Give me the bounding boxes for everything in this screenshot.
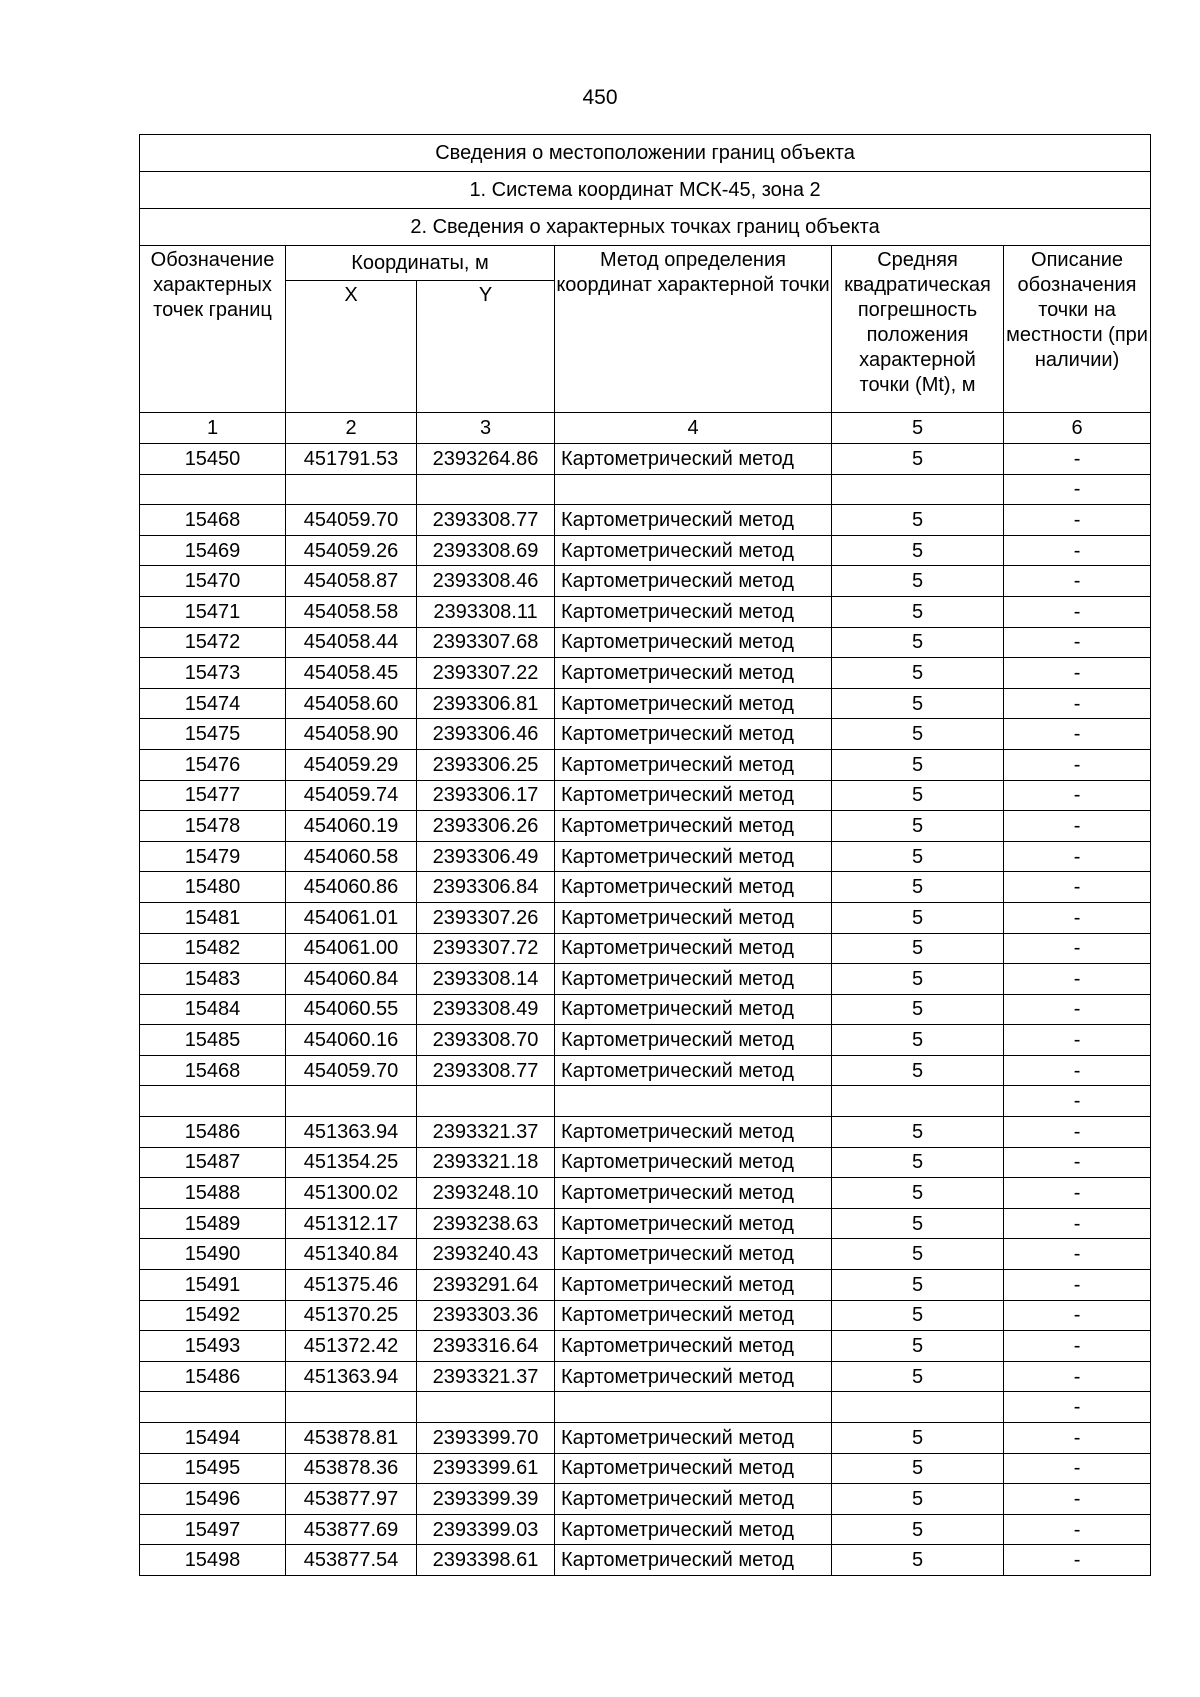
table-row [140, 505, 1151, 536]
description-cell: - [1004, 933, 1151, 964]
y-coordinate-cell: 2393316.64 [417, 1331, 555, 1362]
method-cell: Картометрический метод [555, 749, 832, 780]
y-coordinate-cell: 2393308.69 [417, 535, 555, 566]
point-id-cell: 15476 [140, 749, 286, 780]
y-coordinate-cell: 2393308.77 [417, 505, 555, 536]
description-cell: - [1004, 505, 1151, 536]
description-cell: - [1004, 1178, 1151, 1209]
points-section-row [140, 209, 1151, 246]
error-cell: 5 [832, 1453, 1004, 1484]
table-row [140, 902, 1151, 933]
point-id-cell: 15472 [140, 627, 286, 658]
point-id-cell: 15468 [140, 1055, 286, 1086]
method-cell: Картометрический метод [555, 811, 832, 842]
error-cell: 5 [832, 1208, 1004, 1239]
method-cell: Картометрический метод [555, 1300, 832, 1331]
y-coordinate-cell: 2393399.61 [417, 1453, 555, 1484]
y-coordinate-cell: 2393308.11 [417, 596, 555, 627]
x-coordinate-cell: 454059.74 [286, 780, 417, 811]
table-row [140, 596, 1151, 627]
x-coordinate-cell: 454058.44 [286, 627, 417, 658]
description-cell: - [1004, 811, 1151, 842]
y-coordinate-cell: 2393306.84 [417, 872, 555, 903]
description-cell: - [1004, 1239, 1151, 1270]
y-coordinate-cell: 2393306.81 [417, 688, 555, 719]
method-cell: Картометрический метод [555, 505, 832, 536]
table-row [140, 780, 1151, 811]
method-cell: Картометрический метод [555, 1025, 832, 1056]
y-coordinate-cell: 2393306.17 [417, 780, 555, 811]
x-coordinate-cell: 454058.87 [286, 566, 417, 597]
method-cell: Картометрический метод [555, 1484, 832, 1515]
x-coordinate-cell: 454059.29 [286, 749, 417, 780]
x-coordinate-cell: 451312.17 [286, 1208, 417, 1239]
error-cell: 5 [832, 1270, 1004, 1301]
point-id-cell: 15480 [140, 872, 286, 903]
method-cell: Картометрический метод [555, 1239, 832, 1270]
table-row [140, 1239, 1151, 1270]
y-coordinate-cell: 2393291.64 [417, 1270, 555, 1301]
description-cell: - [1004, 535, 1151, 566]
method-cell: Картометрический метод [555, 1453, 832, 1484]
table-row [140, 933, 1151, 964]
table-row [140, 749, 1151, 780]
description-cell: - [1004, 1270, 1151, 1301]
error-cell: 5 [832, 1025, 1004, 1056]
point-id-cell: 15492 [140, 1300, 286, 1331]
method-cell: Картометрический метод [555, 1423, 832, 1454]
x-coordinate-cell: 454058.90 [286, 719, 417, 750]
error-cell: 5 [832, 1117, 1004, 1148]
description-cell: - [1004, 1361, 1151, 1392]
error-cell: 5 [832, 535, 1004, 566]
table-row [140, 1117, 1151, 1148]
x-coordinate-cell: 451372.42 [286, 1331, 417, 1362]
page-number: 450 [582, 86, 618, 109]
description-cell: - [1004, 1453, 1151, 1484]
table-title-row [140, 135, 1151, 172]
error-cell: 5 [832, 780, 1004, 811]
method-cell: Картометрический метод [555, 964, 832, 995]
table-row [140, 1423, 1151, 1454]
table-row [140, 964, 1151, 995]
y-coordinate-cell: 2393308.77 [417, 1055, 555, 1086]
table-row [140, 474, 1151, 505]
point-id-cell: 15484 [140, 994, 286, 1025]
table-row [140, 1514, 1151, 1545]
error-cell: 5 [832, 566, 1004, 597]
point-id-cell: 15475 [140, 719, 286, 750]
method-cell: Картометрический метод [555, 872, 832, 903]
point-id-cell: 15477 [140, 780, 286, 811]
description-cell: - [1004, 749, 1151, 780]
description-cell: - [1004, 1514, 1151, 1545]
method-cell: Картометрический метод [555, 780, 832, 811]
y-coordinate-cell: 2393399.70 [417, 1423, 555, 1454]
header-error: Средняя квадратическая погрешность положения характерной точки (Mt), м [832, 246, 1004, 413]
table-row [140, 1484, 1151, 1515]
y-coordinate-cell: 2393308.46 [417, 566, 555, 597]
description-cell: - [1004, 1055, 1151, 1086]
table-row [140, 1545, 1151, 1576]
point-id-cell: 15470 [140, 566, 286, 597]
method-cell: Картометрический метод [555, 1545, 832, 1576]
table-row [140, 1208, 1151, 1239]
coordinate-system-title: 1. Система координат МСК-45, зона 2 [140, 172, 1151, 209]
table-row [140, 1147, 1151, 1178]
description-cell: - [1004, 1484, 1151, 1515]
point-id-cell: 15469 [140, 535, 286, 566]
x-coordinate-cell: 454060.19 [286, 811, 417, 842]
x-coordinate-cell [286, 474, 417, 505]
description-cell: - [1004, 627, 1151, 658]
error-cell: 5 [832, 841, 1004, 872]
y-coordinate-cell [417, 1086, 555, 1117]
point-id-cell: 15486 [140, 1361, 286, 1392]
error-cell: 5 [832, 811, 1004, 842]
description-cell: - [1004, 1545, 1151, 1576]
method-cell: Картометрический метод [555, 658, 832, 689]
error-cell: 5 [832, 719, 1004, 750]
y-coordinate-cell: 2393307.26 [417, 902, 555, 933]
y-coordinate-cell: 2393306.25 [417, 749, 555, 780]
method-cell: Картометрический метод [555, 1178, 832, 1209]
method-cell: Картометрический метод [555, 688, 832, 719]
table-row [140, 872, 1151, 903]
x-coordinate-cell: 453877.54 [286, 1545, 417, 1576]
x-coordinate-cell: 451340.84 [286, 1239, 417, 1270]
method-cell: Картометрический метод [555, 535, 832, 566]
point-id-cell: 15474 [140, 688, 286, 719]
x-coordinate-cell: 451370.25 [286, 1300, 417, 1331]
y-coordinate-cell: 2393248.10 [417, 1178, 555, 1209]
method-cell: Картометрический метод [555, 1117, 832, 1148]
method-cell: Картометрический метод [555, 994, 832, 1025]
error-cell: 5 [832, 1484, 1004, 1515]
error-cell [832, 1086, 1004, 1117]
error-cell: 5 [832, 627, 1004, 658]
x-coordinate-cell: 451300.02 [286, 1178, 417, 1209]
x-coordinate-cell: 454061.01 [286, 902, 417, 933]
column-number-row [140, 413, 1151, 444]
point-id-cell: 15496 [140, 1484, 286, 1515]
method-cell: Картометрический метод [555, 1361, 832, 1392]
error-cell: 5 [832, 596, 1004, 627]
table-row [140, 1331, 1151, 1362]
x-coordinate-cell: 451375.46 [286, 1270, 417, 1301]
x-coordinate-cell: 453877.69 [286, 1514, 417, 1545]
point-id-cell: 15478 [140, 811, 286, 842]
error-cell: 5 [832, 505, 1004, 536]
description-cell: - [1004, 596, 1151, 627]
table-row [140, 841, 1151, 872]
point-id-cell: 15468 [140, 505, 286, 536]
point-id-cell [140, 474, 286, 505]
point-id-cell: 15485 [140, 1025, 286, 1056]
x-coordinate-cell: 454058.45 [286, 658, 417, 689]
method-cell: Картометрический метод [555, 596, 832, 627]
description-cell: - [1004, 688, 1151, 719]
point-id-cell: 15490 [140, 1239, 286, 1270]
method-cell: Картометрический метод [555, 566, 832, 597]
x-coordinate-cell: 451363.94 [286, 1117, 417, 1148]
x-coordinate-cell: 454061.00 [286, 933, 417, 964]
point-id-cell: 15471 [140, 596, 286, 627]
y-coordinate-cell: 2393240.43 [417, 1239, 555, 1270]
method-cell: Картометрический метод [555, 841, 832, 872]
x-coordinate-cell [286, 1086, 417, 1117]
header-description: Описание обозначения точки на местности (при наличии) [1004, 246, 1151, 413]
x-coordinate-cell: 454059.70 [286, 1055, 417, 1086]
header-coordinates: Координаты, м [286, 246, 555, 281]
y-coordinate-cell: 2393264.86 [417, 444, 555, 475]
table-row [140, 719, 1151, 750]
y-coordinate-cell: 2393398.61 [417, 1545, 555, 1576]
error-cell [832, 1392, 1004, 1423]
x-coordinate-cell: 454060.16 [286, 1025, 417, 1056]
x-coordinate-cell: 453878.81 [286, 1423, 417, 1454]
header-x: X [286, 281, 417, 413]
error-cell: 5 [832, 872, 1004, 903]
point-id-cell: 15473 [140, 658, 286, 689]
description-cell: - [1004, 1025, 1151, 1056]
description-cell: - [1004, 474, 1151, 505]
table-row [140, 1055, 1151, 1086]
error-cell: 5 [832, 688, 1004, 719]
description-cell: - [1004, 1423, 1151, 1454]
y-coordinate-cell: 2393308.49 [417, 994, 555, 1025]
table-row [140, 1453, 1151, 1484]
x-coordinate-cell: 454060.86 [286, 872, 417, 903]
description-cell: - [1004, 964, 1151, 995]
method-cell: Картометрический метод [555, 1514, 832, 1545]
method-cell: Картометрический метод [555, 627, 832, 658]
x-coordinate-cell: 454058.60 [286, 688, 417, 719]
x-coordinate-cell: 454060.55 [286, 994, 417, 1025]
error-cell: 5 [832, 1423, 1004, 1454]
header-point: Обозначение характерных точек границ [140, 246, 286, 413]
y-coordinate-cell: 2393321.37 [417, 1117, 555, 1148]
header-y: Y [417, 281, 555, 413]
table-row [140, 1086, 1151, 1117]
x-coordinate-cell: 451363.94 [286, 1361, 417, 1392]
x-coordinate-cell: 454060.84 [286, 964, 417, 995]
method-cell: Картометрический метод [555, 719, 832, 750]
point-id-cell: 15497 [140, 1514, 286, 1545]
description-cell: - [1004, 994, 1151, 1025]
description-cell: - [1004, 1086, 1151, 1117]
method-cell: Картометрический метод [555, 1208, 832, 1239]
column-number: 3 [417, 413, 555, 444]
error-cell: 5 [832, 1178, 1004, 1209]
method-cell: Картометрический метод [555, 902, 832, 933]
table-row [140, 566, 1151, 597]
error-cell [832, 474, 1004, 505]
column-number: 5 [832, 413, 1004, 444]
error-cell: 5 [832, 1514, 1004, 1545]
y-coordinate-cell: 2393399.39 [417, 1484, 555, 1515]
x-coordinate-cell [286, 1392, 417, 1423]
method-cell: Картометрический метод [555, 1055, 832, 1086]
error-cell: 5 [832, 658, 1004, 689]
table-body [140, 444, 1151, 1576]
table-row [140, 444, 1151, 475]
point-id-cell: 15491 [140, 1270, 286, 1301]
table-row [140, 811, 1151, 842]
points-section-title: 2. Сведения о характерных точках границ объекта [140, 209, 1151, 246]
description-cell: - [1004, 902, 1151, 933]
y-coordinate-cell: 2393307.68 [417, 627, 555, 658]
error-cell: 5 [832, 933, 1004, 964]
y-coordinate-cell: 2393306.46 [417, 719, 555, 750]
description-cell: - [1004, 658, 1151, 689]
y-coordinate-cell [417, 474, 555, 505]
table-row [140, 1025, 1151, 1056]
x-coordinate-cell: 453877.97 [286, 1484, 417, 1515]
x-coordinate-cell: 451354.25 [286, 1147, 417, 1178]
table-row [140, 1270, 1151, 1301]
point-id-cell: 15494 [140, 1423, 286, 1454]
point-id-cell: 15489 [140, 1208, 286, 1239]
y-coordinate-cell: 2393308.14 [417, 964, 555, 995]
description-cell: - [1004, 1300, 1151, 1331]
point-id-cell: 15498 [140, 1545, 286, 1576]
description-cell: - [1004, 841, 1151, 872]
description-cell: - [1004, 780, 1151, 811]
table-row [140, 1392, 1151, 1423]
coordinate-system-row [140, 172, 1151, 209]
method-cell: Картометрический метод [555, 1270, 832, 1301]
y-coordinate-cell: 2393321.37 [417, 1361, 555, 1392]
table-row [140, 535, 1151, 566]
x-coordinate-cell: 451791.53 [286, 444, 417, 475]
error-cell: 5 [832, 444, 1004, 475]
header-method: Метод определения координат характерной точки [555, 246, 832, 413]
point-id-cell: 15481 [140, 902, 286, 933]
error-cell: 5 [832, 1055, 1004, 1086]
error-cell: 5 [832, 1147, 1004, 1178]
error-cell: 5 [832, 1239, 1004, 1270]
error-cell: 5 [832, 1361, 1004, 1392]
y-coordinate-cell: 2393307.72 [417, 933, 555, 964]
y-coordinate-cell: 2393307.22 [417, 658, 555, 689]
y-coordinate-cell [417, 1392, 555, 1423]
y-coordinate-cell: 2393238.63 [417, 1208, 555, 1239]
point-id-cell [140, 1392, 286, 1423]
y-coordinate-cell: 2393306.49 [417, 841, 555, 872]
table-row [140, 1361, 1151, 1392]
point-id-cell: 15483 [140, 964, 286, 995]
point-id-cell: 15487 [140, 1147, 286, 1178]
error-cell: 5 [832, 1300, 1004, 1331]
y-coordinate-cell: 2393306.26 [417, 811, 555, 842]
table-row [140, 1300, 1151, 1331]
x-coordinate-cell: 454060.58 [286, 841, 417, 872]
description-cell: - [1004, 1331, 1151, 1362]
y-coordinate-cell: 2393303.36 [417, 1300, 555, 1331]
column-number: 1 [140, 413, 286, 444]
x-coordinate-cell: 454059.26 [286, 535, 417, 566]
error-cell: 5 [832, 1545, 1004, 1576]
x-coordinate-cell: 453878.36 [286, 1453, 417, 1484]
table-row [140, 688, 1151, 719]
table-row [140, 658, 1151, 689]
table-row [140, 1178, 1151, 1209]
y-coordinate-cell: 2393308.70 [417, 1025, 555, 1056]
point-id-cell [140, 1086, 286, 1117]
description-cell: - [1004, 1147, 1151, 1178]
point-id-cell: 15495 [140, 1453, 286, 1484]
description-cell: - [1004, 1392, 1151, 1423]
description-cell: - [1004, 719, 1151, 750]
y-coordinate-cell: 2393321.18 [417, 1147, 555, 1178]
boundary-points-table [139, 134, 1151, 1576]
x-coordinate-cell: 454058.58 [286, 596, 417, 627]
error-cell: 5 [832, 964, 1004, 995]
point-id-cell: 15482 [140, 933, 286, 964]
table-title: Сведения о местоположении границ объекта [140, 135, 1151, 172]
description-cell: - [1004, 1208, 1151, 1239]
point-id-cell: 15493 [140, 1331, 286, 1362]
description-cell: - [1004, 872, 1151, 903]
point-id-cell: 15486 [140, 1117, 286, 1148]
error-cell: 5 [832, 902, 1004, 933]
method-cell [555, 474, 832, 505]
y-coordinate-cell: 2393399.03 [417, 1514, 555, 1545]
table-row [140, 994, 1151, 1025]
error-cell: 5 [832, 749, 1004, 780]
description-cell: - [1004, 566, 1151, 597]
point-id-cell: 15488 [140, 1178, 286, 1209]
method-cell [555, 1086, 832, 1117]
column-number: 2 [286, 413, 417, 444]
table-row [140, 627, 1151, 658]
description-cell: - [1004, 1117, 1151, 1148]
method-cell: Картометрический метод [555, 444, 832, 475]
error-cell: 5 [832, 994, 1004, 1025]
description-cell: - [1004, 444, 1151, 475]
point-id-cell: 15479 [140, 841, 286, 872]
error-cell: 5 [832, 1331, 1004, 1362]
point-id-cell: 15450 [140, 444, 286, 475]
method-cell [555, 1392, 832, 1423]
column-number: 6 [1004, 413, 1151, 444]
method-cell: Картометрический метод [555, 933, 832, 964]
x-coordinate-cell: 454059.70 [286, 505, 417, 536]
method-cell: Картометрический метод [555, 1147, 832, 1178]
column-number: 4 [555, 413, 832, 444]
header-row [140, 246, 1151, 281]
method-cell: Картометрический метод [555, 1331, 832, 1362]
